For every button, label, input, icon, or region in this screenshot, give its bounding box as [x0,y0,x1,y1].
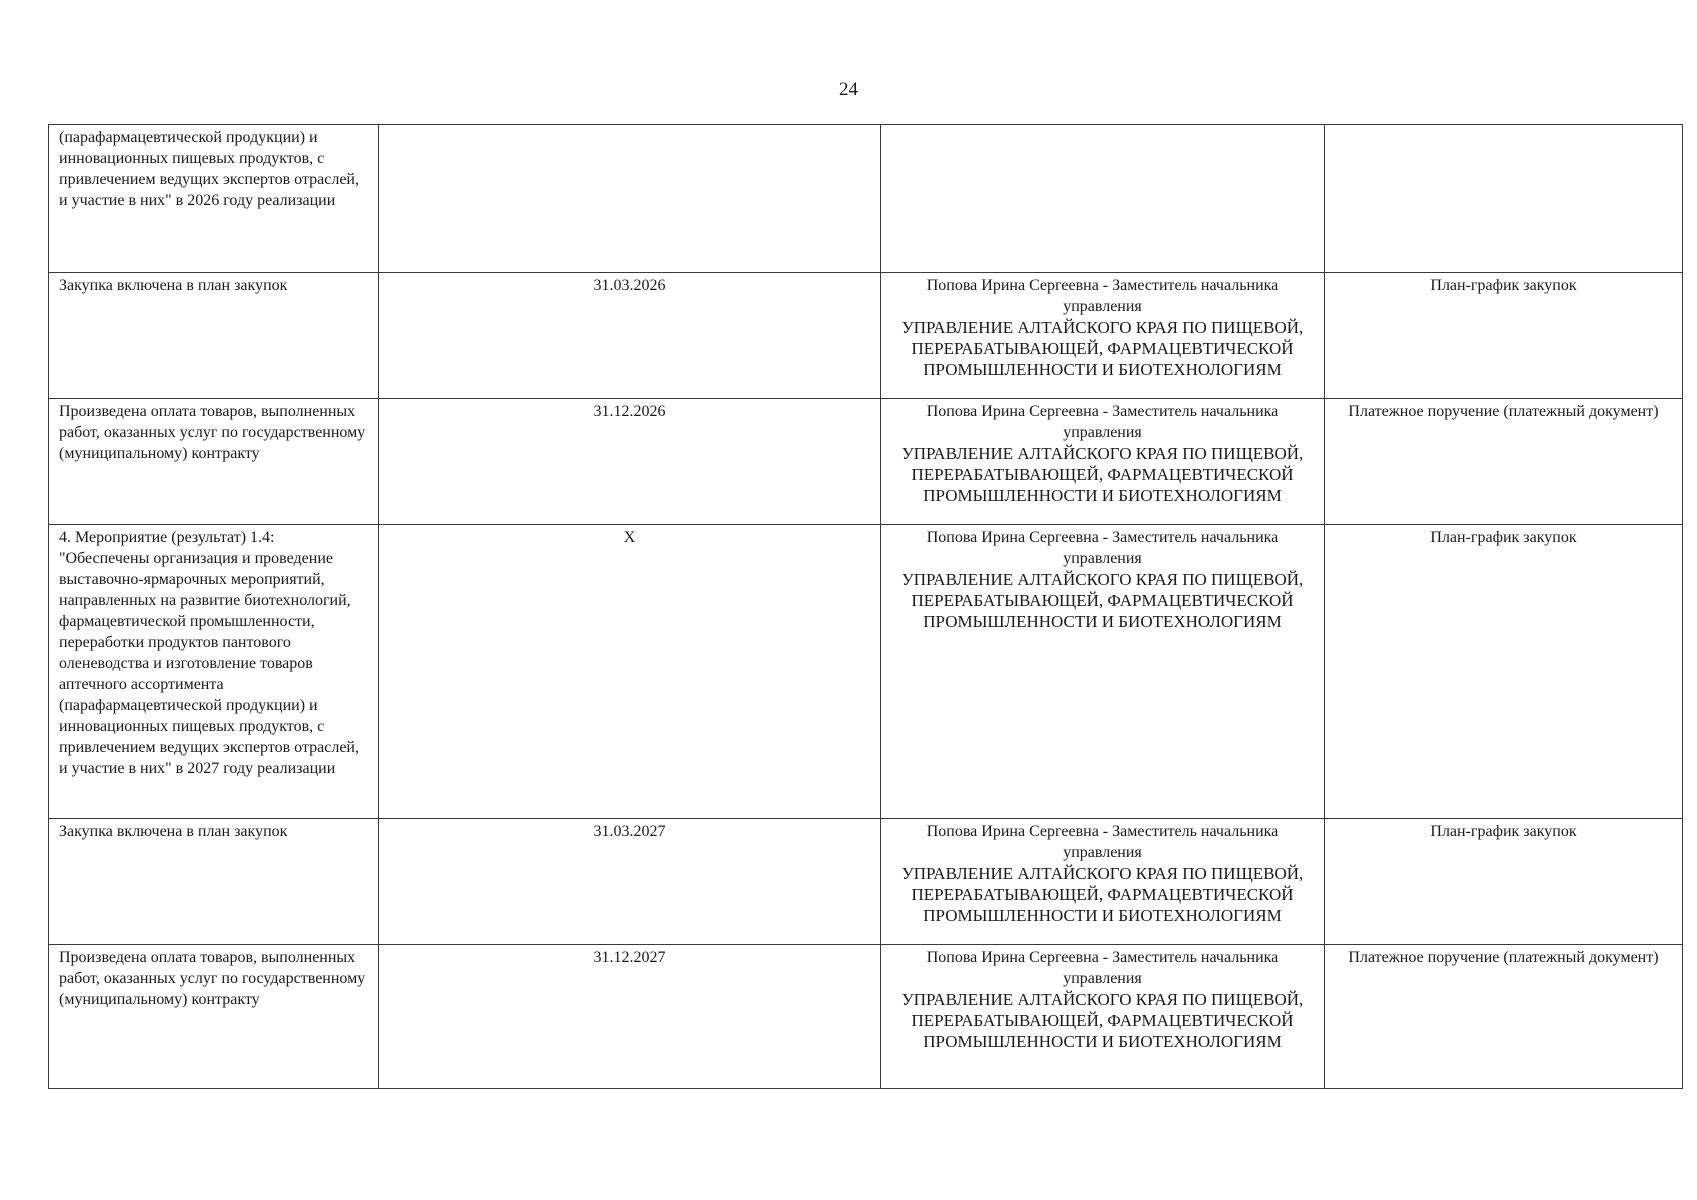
row-responsible [881,125,1325,273]
responsible-organization: УПРАВЛЕНИЕ АЛТАЙСКОГО КРАЯ ПО ПИЩЕВОЙ, ПЕРЕРАБАТЫВАЮЩЕЙ, ФАРМАЦЕВТИЧЕСКОЙ ПРОМЫШЛЕННОСТИ И БИОТЕХНОЛОГИЯМ [901,444,1304,505]
row-document: Платежное поручение (платежный документ) [1325,945,1683,1089]
table-row [49,273,1683,399]
row-responsible [881,399,1325,525]
row-date [379,125,881,273]
row-document: Платежное поручение (платежный документ) [1325,399,1683,525]
row-responsible [881,273,1325,399]
responsible-name: Попова Ирина Сергеевна - Заместитель начальника управления [926,949,1279,987]
row-description: Закупка включена в план закупок [49,273,379,399]
row-document: План-график закупок [1325,819,1683,945]
row-responsible [881,819,1325,945]
responsible-name: Попова Ирина Сергеевна - Заместитель начальника управления [926,403,1279,441]
row-date: X [379,525,881,819]
row-date: 31.12.2026 [379,399,881,525]
table-row [49,399,1683,525]
row-document [1325,125,1683,273]
plan-table-container [48,124,1682,1089]
responsible-name: Попова Ирина Сергеевна - Заместитель начальника управления [926,823,1279,861]
responsible-organization: УПРАВЛЕНИЕ АЛТАЙСКОГО КРАЯ ПО ПИЩЕВОЙ, ПЕРЕРАБАТЫВАЮЩЕЙ, ФАРМАЦЕВТИЧЕСКОЙ ПРОМЫШЛЕННОСТИ И БИОТЕХНОЛОГИЯМ [901,864,1304,925]
row-document: План-график закупок [1325,525,1683,819]
table-row [49,125,1683,273]
table-row [49,819,1683,945]
page-number: 24 [839,79,858,100]
responsible-organization: УПРАВЛЕНИЕ АЛТАЙСКОГО КРАЯ ПО ПИЩЕВОЙ, ПЕРЕРАБАТЫВАЮЩЕЙ, ФАРМАЦЕВТИЧЕСКОЙ ПРОМЫШЛЕННОСТИ И БИОТЕХНОЛОГИЯМ [901,318,1304,379]
row-date: 31.03.2027 [379,819,881,945]
responsible-organization: УПРАВЛЕНИЕ АЛТАЙСКОГО КРАЯ ПО ПИЩЕВОЙ, ПЕРЕРАБАТЫВАЮЩЕЙ, ФАРМАЦЕВТИЧЕСКОЙ ПРОМЫШЛЕННОСТИ И БИОТЕХНОЛОГИЯМ [901,990,1304,1051]
row-date: 31.12.2027 [379,945,881,1089]
row-description: Закупка включена в план закупок [49,819,379,945]
table-row [49,525,1683,819]
responsible-name: Попова Ирина Сергеевна - Заместитель начальника управления [926,277,1279,315]
responsible-name: Попова Ирина Сергеевна - Заместитель начальника управления [926,529,1279,567]
row-date: 31.03.2026 [379,273,881,399]
row-description: (парафармацевтической продукции) и инновационных пищевых продуктов, с привлечением ведущих экспертов отраслей, и участие в них" в 2026 году реализации [49,125,379,273]
row-responsible [881,945,1325,1089]
row-description: Произведена оплата товаров, выполненных работ, оказанных услуг по государственному (муниципальному) контракту [49,399,379,525]
responsible-organization: УПРАВЛЕНИЕ АЛТАЙСКОГО КРАЯ ПО ПИЩЕВОЙ, ПЕРЕРАБАТЫВАЮЩЕЙ, ФАРМАЦЕВТИЧЕСКОЙ ПРОМЫШЛЕННОСТИ И БИОТЕХНОЛОГИЯМ [901,570,1304,631]
table-row [49,945,1683,1089]
row-responsible [881,525,1325,819]
row-document: План-график закупок [1325,273,1683,399]
row-description: 4. Мероприятие (результат) 1.4: "Обеспечены организация и проведение выставочно-ярмарочных мероприятий, направленных на развитие биотехнологий, фармацевтической промышленности, переработки продуктов пантового оленеводства и изготовление товаров аптечного ассортимента (парафармацевтической продукции) и инновационных пищевых продуктов, с привлечением ведущих экспертов отраслей, и участие в них" в 2027 году реализации [49,525,379,819]
row-description: Произведена оплата товаров, выполненных работ, оказанных услуг по государственному (муниципальному) контракту [49,945,379,1089]
plan-table [48,124,1683,1089]
